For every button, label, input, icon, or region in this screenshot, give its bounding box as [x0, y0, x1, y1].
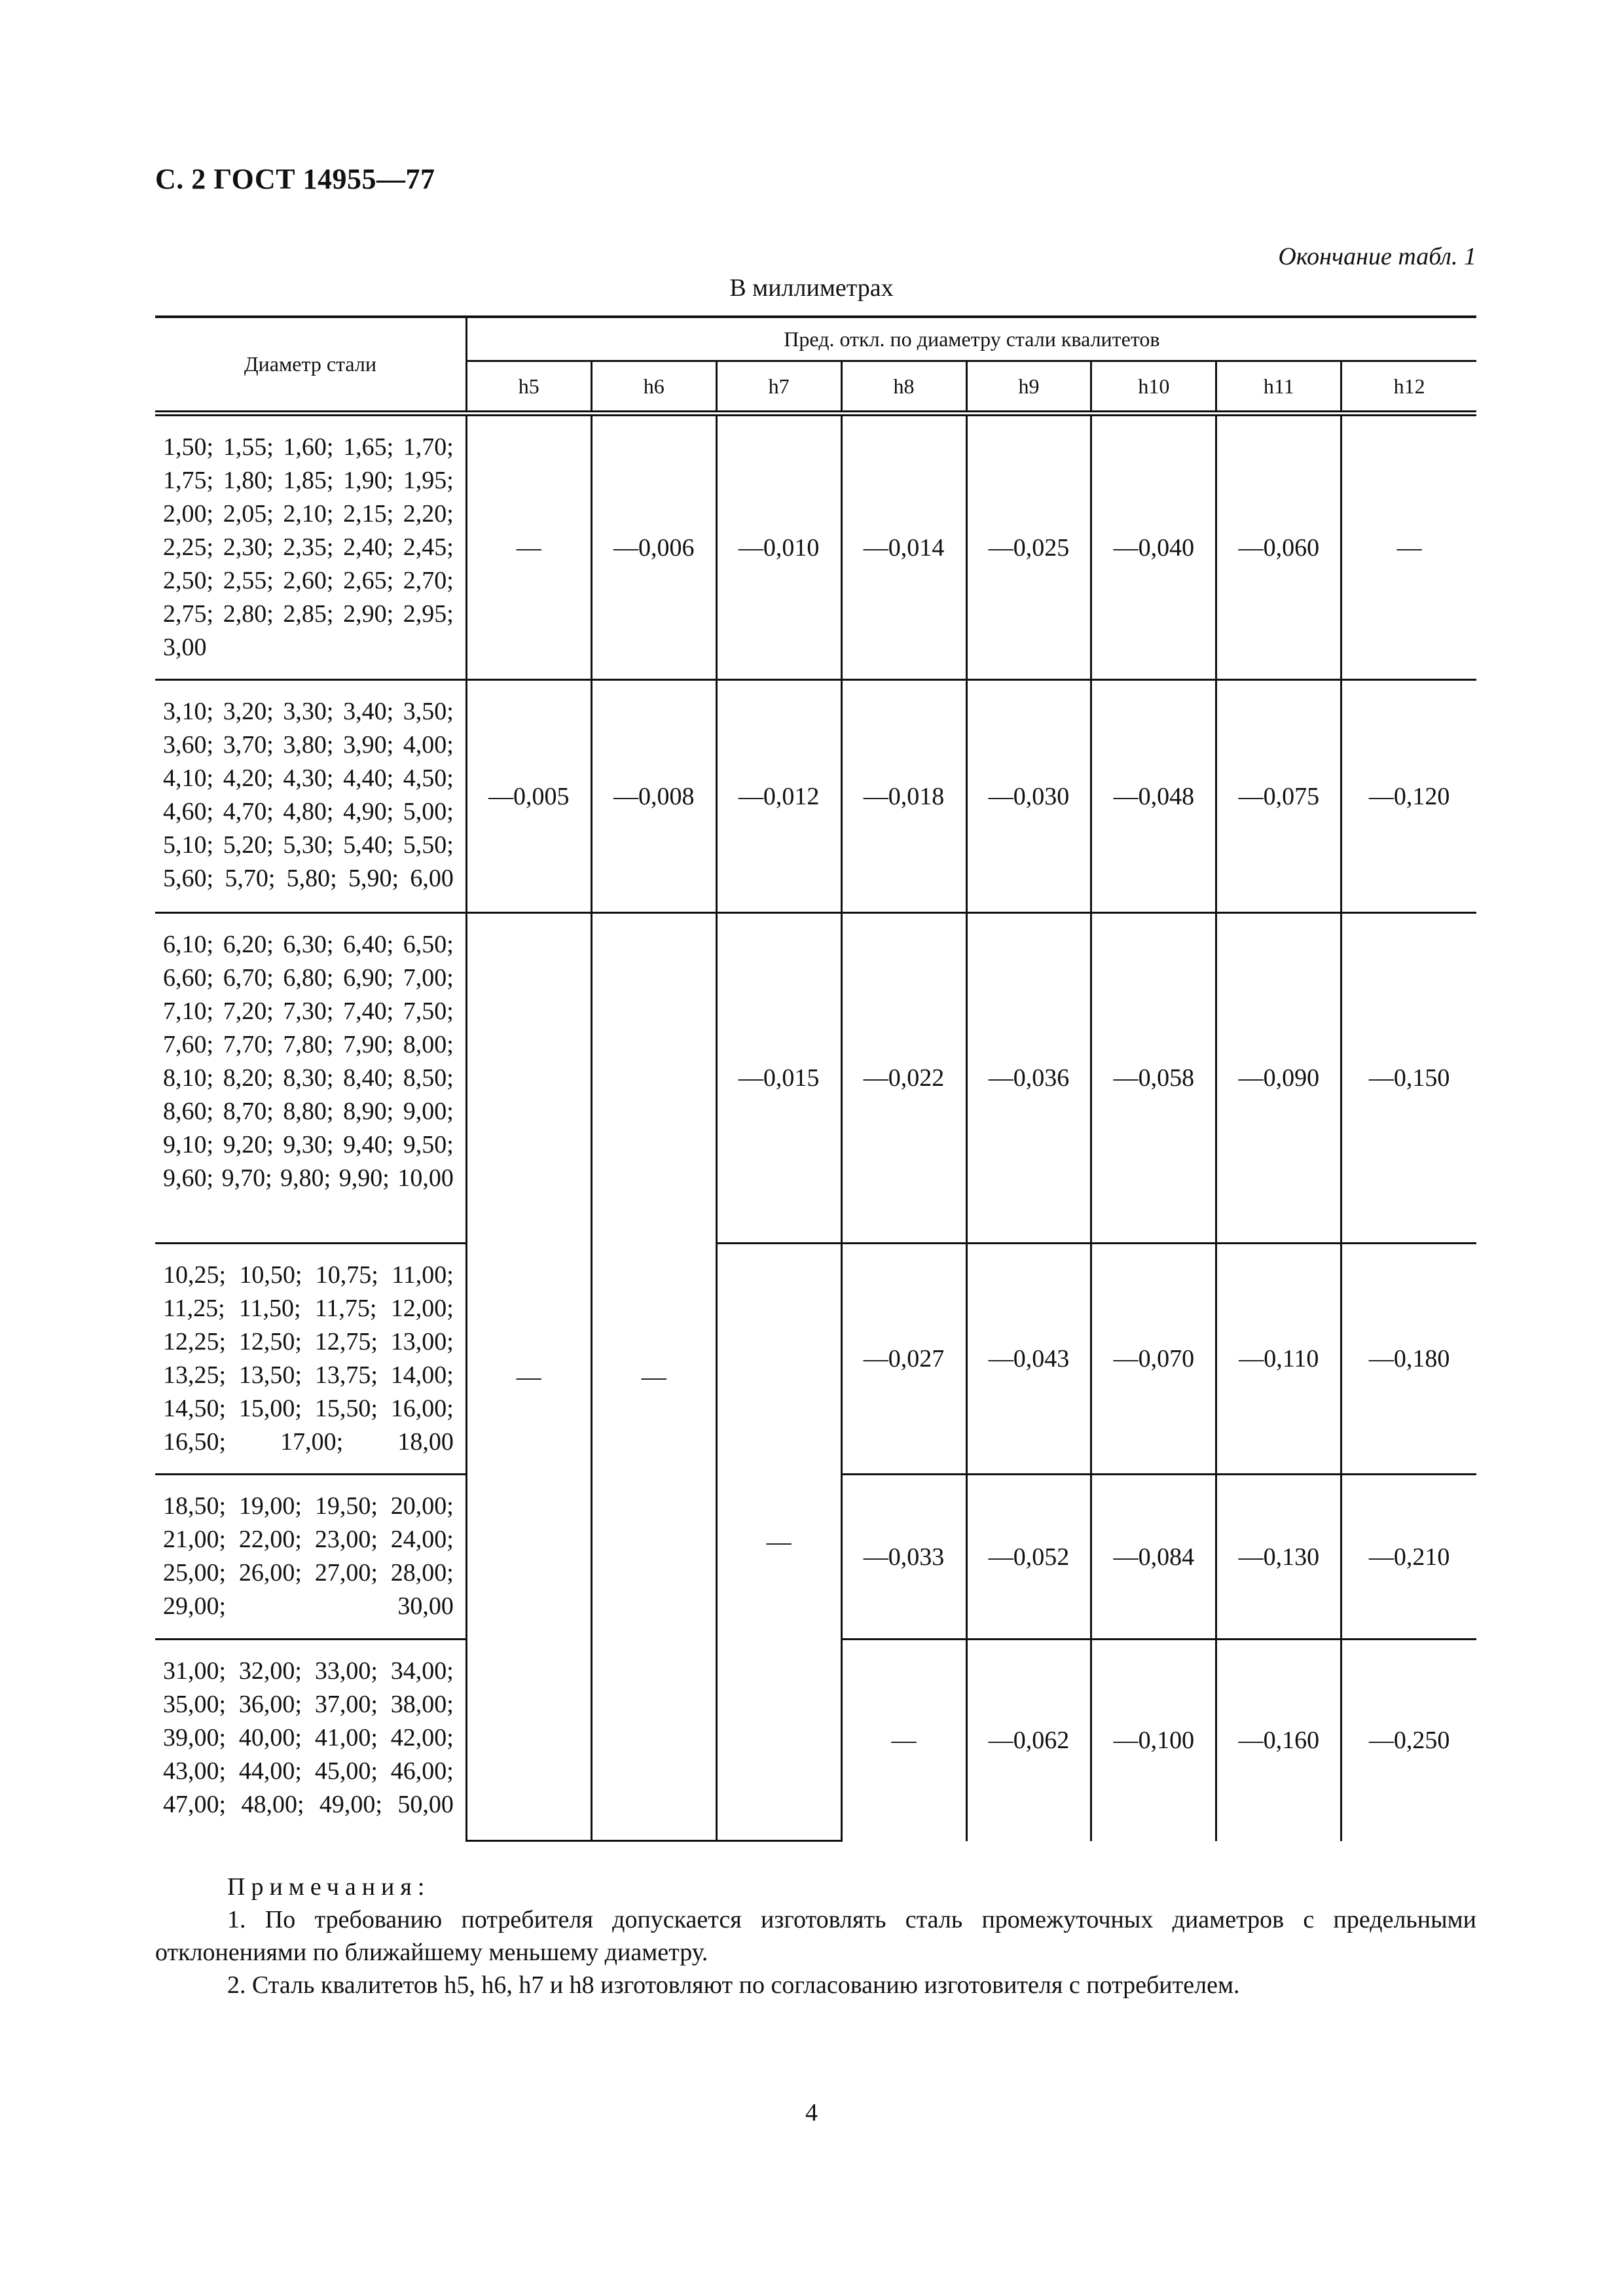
- value-cell-h8: —0,014: [841, 414, 966, 680]
- value-cell-h7: —0,015: [716, 913, 841, 1244]
- table-row: [155, 913, 1476, 1244]
- value-cell-h8: —0,018: [841, 680, 966, 913]
- grade-header-h7: h7: [716, 361, 841, 414]
- grade-header-h9: h9: [966, 361, 1091, 414]
- value-cell-h9: —0,030: [966, 680, 1091, 913]
- value-cell-h8: —0,027: [841, 1244, 966, 1475]
- value-cell-h5: —: [466, 414, 591, 680]
- diameter-column-header: Диаметр стали: [155, 317, 466, 414]
- note-item: 2. Сталь квалитетов h5, h6, h7 и h8 изготовляют по согласованию изготовителя с потребителем.: [227, 1971, 1240, 1999]
- value-cell-h10: —0,084: [1091, 1475, 1216, 1640]
- grade-header-h8: h8: [841, 361, 966, 414]
- tolerance-table: [155, 315, 1476, 1842]
- grade-header-h6: h6: [591, 361, 716, 414]
- value-cell-h6: —0,006: [591, 414, 716, 680]
- diameter-cell: 6,10; 6,20; 6,30; 6,40; 6,50; 6,60; 6,70; 6,80; 6,90; 7,00; 7,10; 7,20; 7,30; 7,40; 7,50; 7,60; 7,70; 7,80; 7,90; 8,00; 8,10; 8,20; 8,30; 8,40; 8,50; 8,60; 8,70; 8,80; 8,90; 9,00; 9,10; 9,20; 9,30; 9,40; 9,50; 9,60; 9,70; 9,80; 9,90; 10,00: [155, 913, 466, 1244]
- value-cell-h11: —0,060: [1216, 414, 1341, 680]
- value-cell-h11: —0,130: [1216, 1475, 1341, 1640]
- notes-title: Примечания:: [227, 1873, 431, 1901]
- notes-section: [155, 1871, 1476, 2001]
- value-cell-h12: —0,210: [1341, 1475, 1476, 1640]
- value-cell-h7: —0,012: [716, 680, 841, 913]
- value-cell-h10: —0,070: [1091, 1244, 1216, 1475]
- diameter-cell: 31,00; 32,00; 33,00; 34,00; 35,00; 36,00; 37,00; 38,00; 39,00; 40,00; 41,00; 42,00; 43,00; 44,00; 45,00; 46,00; 47,00; 48,00; 49,00; 50,00: [155, 1640, 466, 1841]
- value-cell-h10: —0,040: [1091, 414, 1216, 680]
- grade-header-h12: h12: [1341, 361, 1476, 414]
- value-cell-h11: —0,075: [1216, 680, 1341, 913]
- value-cell-h8: —: [841, 1640, 966, 1841]
- value-cell-h5: —0,005: [466, 680, 591, 913]
- table-row: [155, 1244, 1476, 1475]
- grade-header-h10: h10: [1091, 361, 1216, 414]
- merged-cell-h7: —: [716, 1244, 841, 1841]
- value-cell-h11: —0,160: [1216, 1640, 1341, 1841]
- merged-cell-h6: —: [591, 913, 716, 1841]
- value-cell-h12: —0,120: [1341, 680, 1476, 913]
- value-cell-h11: —0,110: [1216, 1244, 1341, 1475]
- value-cell-h10: —0,048: [1091, 680, 1216, 913]
- value-cell-h10: —0,100: [1091, 1640, 1216, 1841]
- value-cell-h11: —0,090: [1216, 913, 1341, 1244]
- units-label: В миллиметрах: [729, 274, 894, 302]
- grade-header-h5: h5: [466, 361, 591, 414]
- value-cell-h7: —0,010: [716, 414, 841, 680]
- page-header: С. 2 ГОСТ 14955—77: [155, 163, 435, 195]
- value-cell-h12: —0,250: [1341, 1640, 1476, 1841]
- diameter-cell: 3,10; 3,20; 3,30; 3,40; 3,50; 3,60; 3,70; 3,80; 3,90; 4,00; 4,10; 4,20; 4,30; 4,40; 4,50; 4,60; 4,70; 4,80; 4,90; 5,00; 5,10; 5,20; 5,30; 5,40; 5,50; 5,60; 5,70; 5,80; 5,90; 6,00: [155, 680, 466, 913]
- page-number: 4: [805, 2099, 818, 2126]
- grades-group-header: Пред. откл. по диаметру стали квалитетов: [466, 317, 1476, 361]
- value-cell-h8: —0,022: [841, 913, 966, 1244]
- value-cell-h12: —0,180: [1341, 1244, 1476, 1475]
- value-cell-h9: —0,062: [966, 1640, 1091, 1841]
- value-cell-h12: —0,150: [1341, 913, 1476, 1244]
- value-cell-h6: —0,008: [591, 680, 716, 913]
- value-cell-h10: —0,058: [1091, 913, 1216, 1244]
- diameter-cell: 10,25; 10,50; 10,75; 11,00; 11,25; 11,50; 11,75; 12,00; 12,25; 12,50; 12,75; 13,00; 13,25; 13,50; 13,75; 14,00; 14,50; 15,00; 15,50; 16,00; 16,50; 17,00; 18,00: [155, 1244, 466, 1475]
- table-row: [155, 414, 1476, 680]
- value-cell-h9: —0,025: [966, 414, 1091, 680]
- merged-cell-h5: —: [466, 913, 591, 1841]
- grade-header-h11: h11: [1216, 361, 1341, 414]
- table-caption: Окончание табл. 1: [1278, 243, 1476, 270]
- table-row: [155, 680, 1476, 913]
- value-cell-h9: —0,052: [966, 1475, 1091, 1640]
- value-cell-h9: —0,036: [966, 913, 1091, 1244]
- note-item: 1. По требованию потребителя допускается изготовлять сталь промежуточных диаметров с предельными отклонениями по ближайшему меньшему диаметру.: [155, 1906, 1476, 1966]
- value-cell-h12: —: [1341, 414, 1476, 680]
- value-cell-h8: —0,033: [841, 1475, 966, 1640]
- value-cell-h9: —0,043: [966, 1244, 1091, 1475]
- diameter-cell: 1,50; 1,55; 1,60; 1,65; 1,70; 1,75; 1,80; 1,85; 1,90; 1,95; 2,00; 2,05; 2,10; 2,15; 2,20; 2,25; 2,30; 2,35; 2,40; 2,45; 2,50; 2,55; 2,60; 2,65; 2,70; 2,75; 2,80; 2,85; 2,90; 2,95; 3,00: [155, 414, 466, 680]
- diameter-cell: 18,50; 19,00; 19,50; 20,00; 21,00; 22,00; 23,00; 24,00; 25,00; 26,00; 27,00; 28,00; 29,00; 30,00: [155, 1475, 466, 1640]
